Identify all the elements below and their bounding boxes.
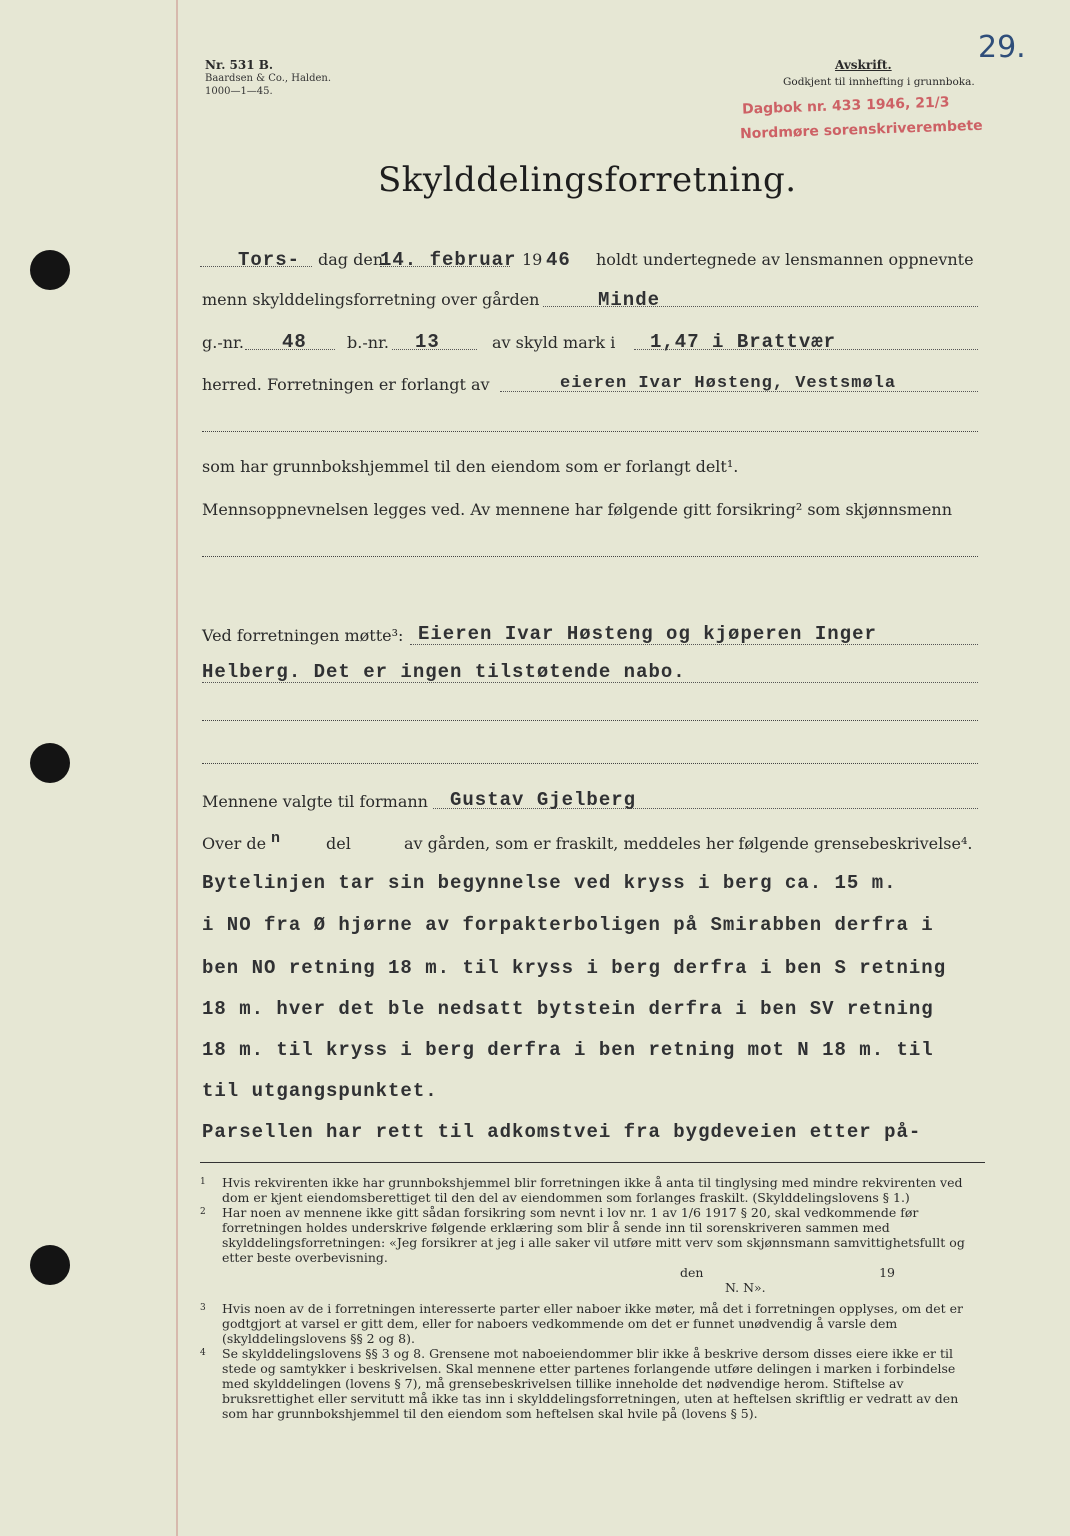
boundary-line: i NO fra Ø hjørne av forpakterboligen på Smirabben derfra i	[202, 914, 934, 936]
menn-text: Mennsoppnevnelsen legges ved. Av mennene har følgende gitt forsikring² som skjønnsmenn	[202, 500, 953, 519]
chairman-name: Gustav Gjelberg	[450, 789, 637, 811]
footnote-2: 2 Har noen av mennene ikke gitt sådan forsikring som nevnt i lov nr. 1 av 1/6 1917 § 20, skal vedkommende før forretningen holdes underskrive følgende erklæring som blir å sende inn til sorenskriveren sammen med skylddelingsforretningen: «Jeg forsikrer at jeg i alle saker vil utføre mitt verv som skjønnsmann samvittighetsfullt og etter beste overbevisning.	[200, 1205, 965, 1265]
present-line-1: Eieren Ivar Høsteng og kjøperen Inger	[418, 623, 877, 645]
diary-stamp: Dagbok nr. 433 1946, 21/3	[741, 94, 950, 118]
punch-hole	[30, 250, 70, 290]
boundary-label: av gården, som er fraskilt, meddeles her følgende grensebeskrivelse⁴.	[404, 834, 973, 853]
requested-by: eieren Ivar Høsteng, Vestsmøla	[560, 374, 897, 393]
punch-hole	[30, 743, 70, 783]
boundary-line: ben NO retning 18 m. til kryss i berg derfra i ben S retning	[202, 957, 947, 979]
present-line-2: Helberg. Det er ingen tilstøtende nabo.	[202, 661, 686, 683]
oath-date-line: den 19	[680, 1265, 895, 1280]
requested-label: herred. Forretningen er forlangt av	[202, 375, 490, 394]
del-label: del	[326, 834, 351, 853]
boundary-line: 18 m. hver det ble nedsatt bytstein derfra i ben SV retning	[202, 998, 934, 1020]
bnr-value: 13	[415, 331, 440, 353]
printer-name: Baardsen & Co., Halden.	[205, 73, 332, 84]
chairman-label: Mennene valgte til formann	[202, 792, 428, 811]
oath-signature: N. N».	[725, 1280, 766, 1295]
year-value: 46	[546, 249, 571, 271]
footnote-3: 3 Hvis noen av de i forretningen interesserte parter eller naboer ikke møter, må det i forretningen opplyses, om det er godtgjort at varsel er gitt dem, eller for naboers vedkommende om det er funnet unødvendig å varsle dem (skylddelingslovens §§ 2 og 8).	[200, 1301, 964, 1346]
court-stamp: Nordmøre sorenskriverembete	[739, 117, 983, 143]
boundary-line: Parsellen har rett til adkomstvei fra bygdeveien etter på-	[202, 1121, 922, 1143]
boundary-line: 18 m. til kryss i berg derfra i ben retning mot N 18 m. til	[202, 1039, 934, 1061]
margin-line	[176, 0, 178, 1536]
form-number: Nr. 531 B.	[205, 58, 274, 72]
year-prefix: 19	[522, 250, 543, 269]
approval-note: Godkjent til innhefting i grunnboka.	[783, 76, 975, 88]
gnr-label: g.-nr.	[202, 333, 245, 352]
page-number: 29.	[978, 30, 1026, 65]
gnr-value: 48	[282, 331, 307, 353]
held-text: holdt undertegnede av lensmannen oppnevnte	[596, 250, 974, 269]
skyld-value: 1,47 i Brattvær	[650, 331, 837, 353]
over-value: n	[271, 830, 282, 847]
skyld-label: av skyld mark i	[492, 333, 616, 352]
document-title: Skylddelingsforretning.	[378, 160, 797, 200]
day-label: dag den	[318, 250, 384, 269]
day-value: Tors-	[238, 249, 301, 271]
farm-name: Minde	[598, 289, 661, 311]
farm-label: menn skylddelingsforretning over gården	[202, 290, 540, 309]
punch-hole	[30, 1245, 70, 1285]
print-run: 1000—1—45.	[205, 86, 273, 97]
footnote-1: 1 Hvis rekvirenten ikke har grunnbokshjemmel blir forretningen ikke å anta til tinglysing med mindre rekvirenten ved dom er kjent eiendomsberettiget til den del av eiendommen som forlanges fraskilt. (Skylddelingslovens § 1.)	[200, 1175, 963, 1205]
boundary-line: til utgangspunktet.	[202, 1080, 438, 1102]
present-label: Ved forretningen møtte³:	[202, 626, 404, 645]
date-value: 14. februar	[380, 249, 517, 271]
footnotes	[200, 1162, 985, 1421]
bnr-label: b.-nr.	[347, 333, 390, 352]
over-label: Over de	[202, 834, 267, 853]
hjemmel-text: som har grunnbokshjemmel til den eiendom som er forlangt delt¹.	[202, 457, 739, 476]
footnote-4: 4 Se skylddelingslovens §§ 3 og 8. Grensene mot naboeiendommer blir ikke å beskrive dersom disses eiere ikke er til stede og samtykker i beskrivelsen. Skal mennene etter partenes forlangende utføre delingen i marken i forbindelse med skylddelingen (lovens § 7), må grensebeskrivelsen tillike inneholde det nødvendige herom. Stiftelse av bruksrettighet eller servitutt må ikke tas inn i skylddelingsforretningen, uten at heftelsen skriftlig er vedratt av den som har grunnbokshjemmel til den eiendom som heftelsen skal hvile på (lovens § 5).	[200, 1346, 959, 1421]
form-number-block	[205, 58, 331, 98]
copy-label: Avskrift.	[835, 58, 892, 72]
boundary-line: Bytelinjen tar sin begynnelse ved kryss i berg ca. 15 m.	[202, 872, 897, 894]
